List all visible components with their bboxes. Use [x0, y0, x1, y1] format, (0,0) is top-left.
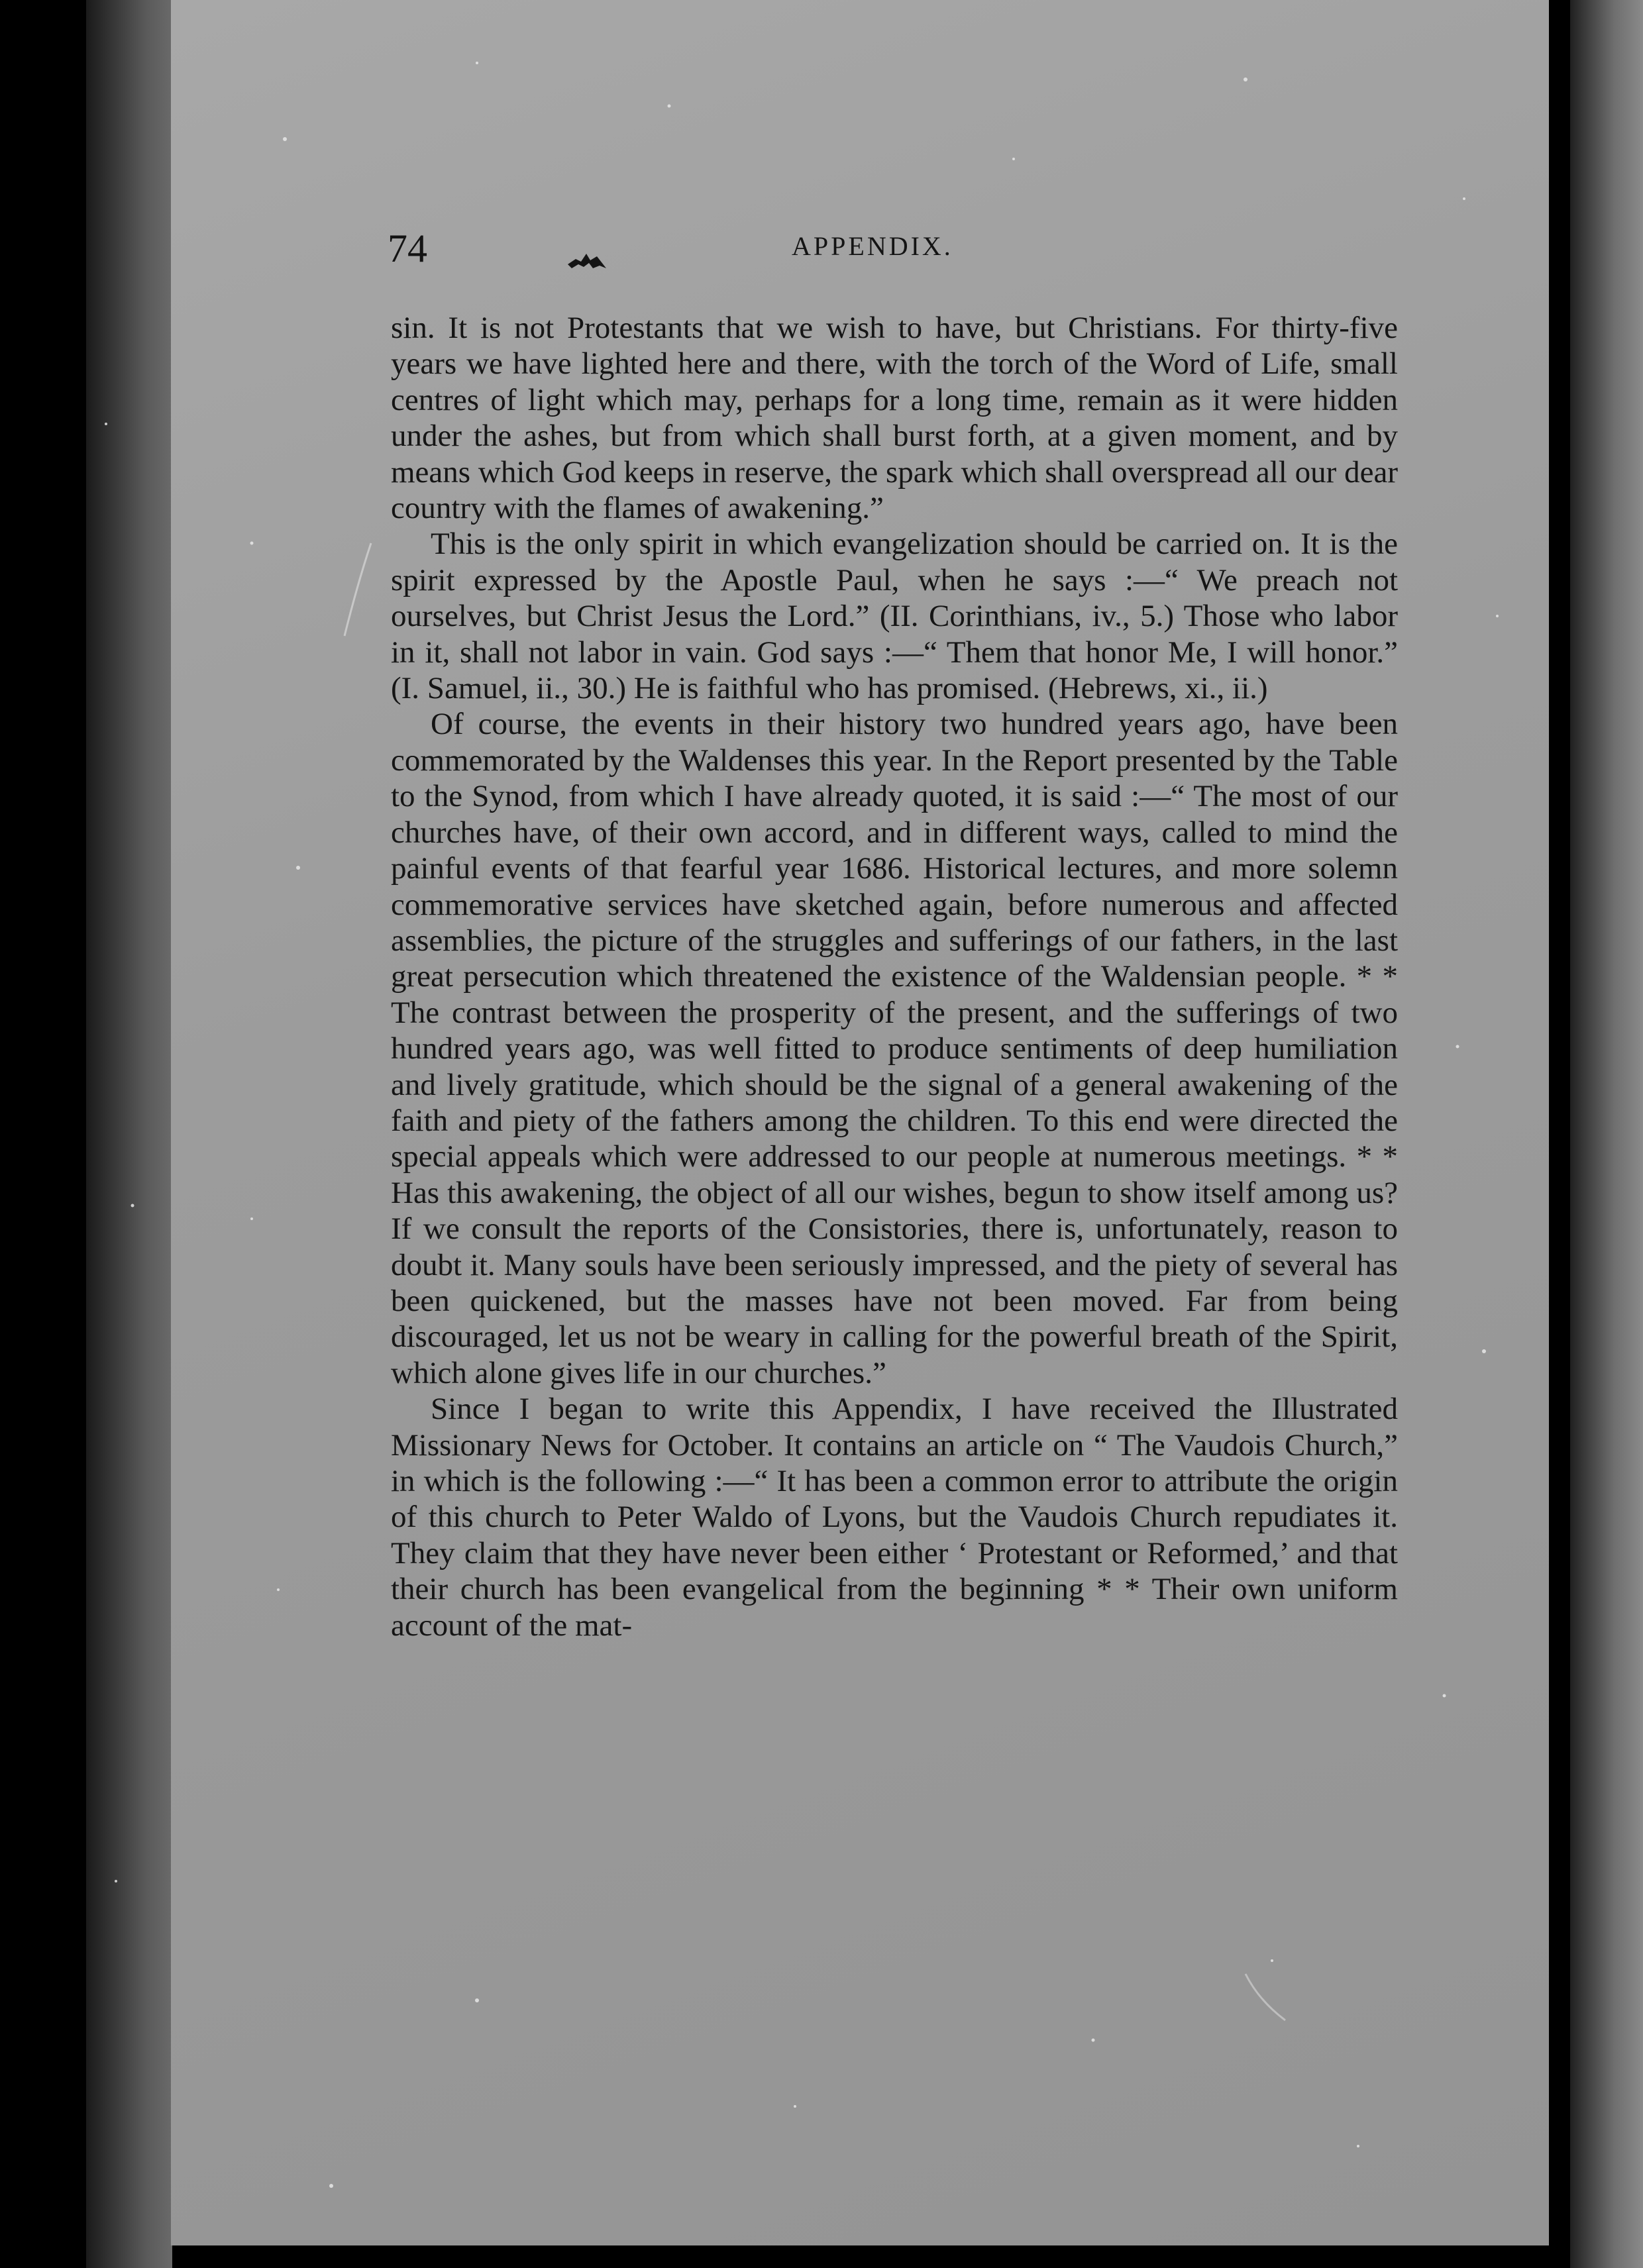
page-binding-edge: [86, 0, 172, 2268]
page-number: 74: [388, 227, 427, 270]
paragraph-continuation: sin. It is not Protestants that we wish to have, but Christians. For thirty-five years we have lighted here and there, with the torch of the Word of Life, small centres of light which may, perhaps for a long time, remain as it were hidden under the ashes, but from which shall burst forth, at a given moment, and by means which God keeps in reserve, the spark which shall overspread all our dear country with the flames of awakening.”: [391, 311, 1398, 526]
ink-blot-mark: [566, 248, 608, 271]
facing-page-sliver: [1570, 0, 1643, 2268]
paragraph-evangelization: This is the only spirit in which evangelization should be carried on. It is the spirit expressed by the Apostle Paul, when he says :—“ We preach not ourselves, but Christ Jesus the Lord.” (II. Corinthians, iv., 5.) Those who labor in it, shall not labor in vain. God says :—“ Them that honor Me, I will honor.” (I. Samuel, ii., 30.) He is faithful who has promised. (Hebrews, xi., ii.): [391, 527, 1398, 706]
paragraph-vaudois-church: Since I began to write this Appendix, I have received the Illustrated Missionary News for October. It contains an article on “ The Vaudois Church,” in which is the following :—“ It has been a common error to attribute the origin of this church to Peter Waldo of Lyons, but the Vaudois Church repudiates it. They claim that they have never been either ‘ Protestant or Reformed,’ and that their church has been evangelical from the beginning * * Their own uniform account of the mat-: [391, 1392, 1398, 1643]
paragraph-commemoration: Of course, the events in their history two hundred years ago, have been commemorated by the Waldenses this year. In the Report presented by the Table to the Synod, from which I have already quoted, it is said :—“ The most of our churches have, of their own accord, and in different ways, called to mind the painful events of that fearful year 1686. Historical lectures, and more solemn commemorative services have sketched again, before numerous and affected assemblies, the picture of the struggles and sufferings of our fathers, in the last great persecution which threatened the existence of the Waldensian people. * * The contrast between the prosperity of the present, and the sufferings of two hundred years ago, was well fitted to produce sentiments of deep humiliation and lively gratitude, which should be the signal of a general awakening of the faith and piety of the fathers among the children. To this end were directed the special appeals which were addressed to our people at numerous meetings. * * Has this awakening, the object of all our wishes, begun to show itself among us? If we consult the reports of the Consistories, there is, unfortunately, reason to doubt it. Many souls have been seriously impressed, and the piety of several has been quickened, but the masses have not been moved. Far from being discouraged, let us not be weary in calling for the powerful breath of the Spirit, which alone gives life in our churches.”: [391, 707, 1398, 1390]
running-head: APPENDIX.: [792, 231, 953, 261]
body-text: [391, 310, 1398, 1643]
